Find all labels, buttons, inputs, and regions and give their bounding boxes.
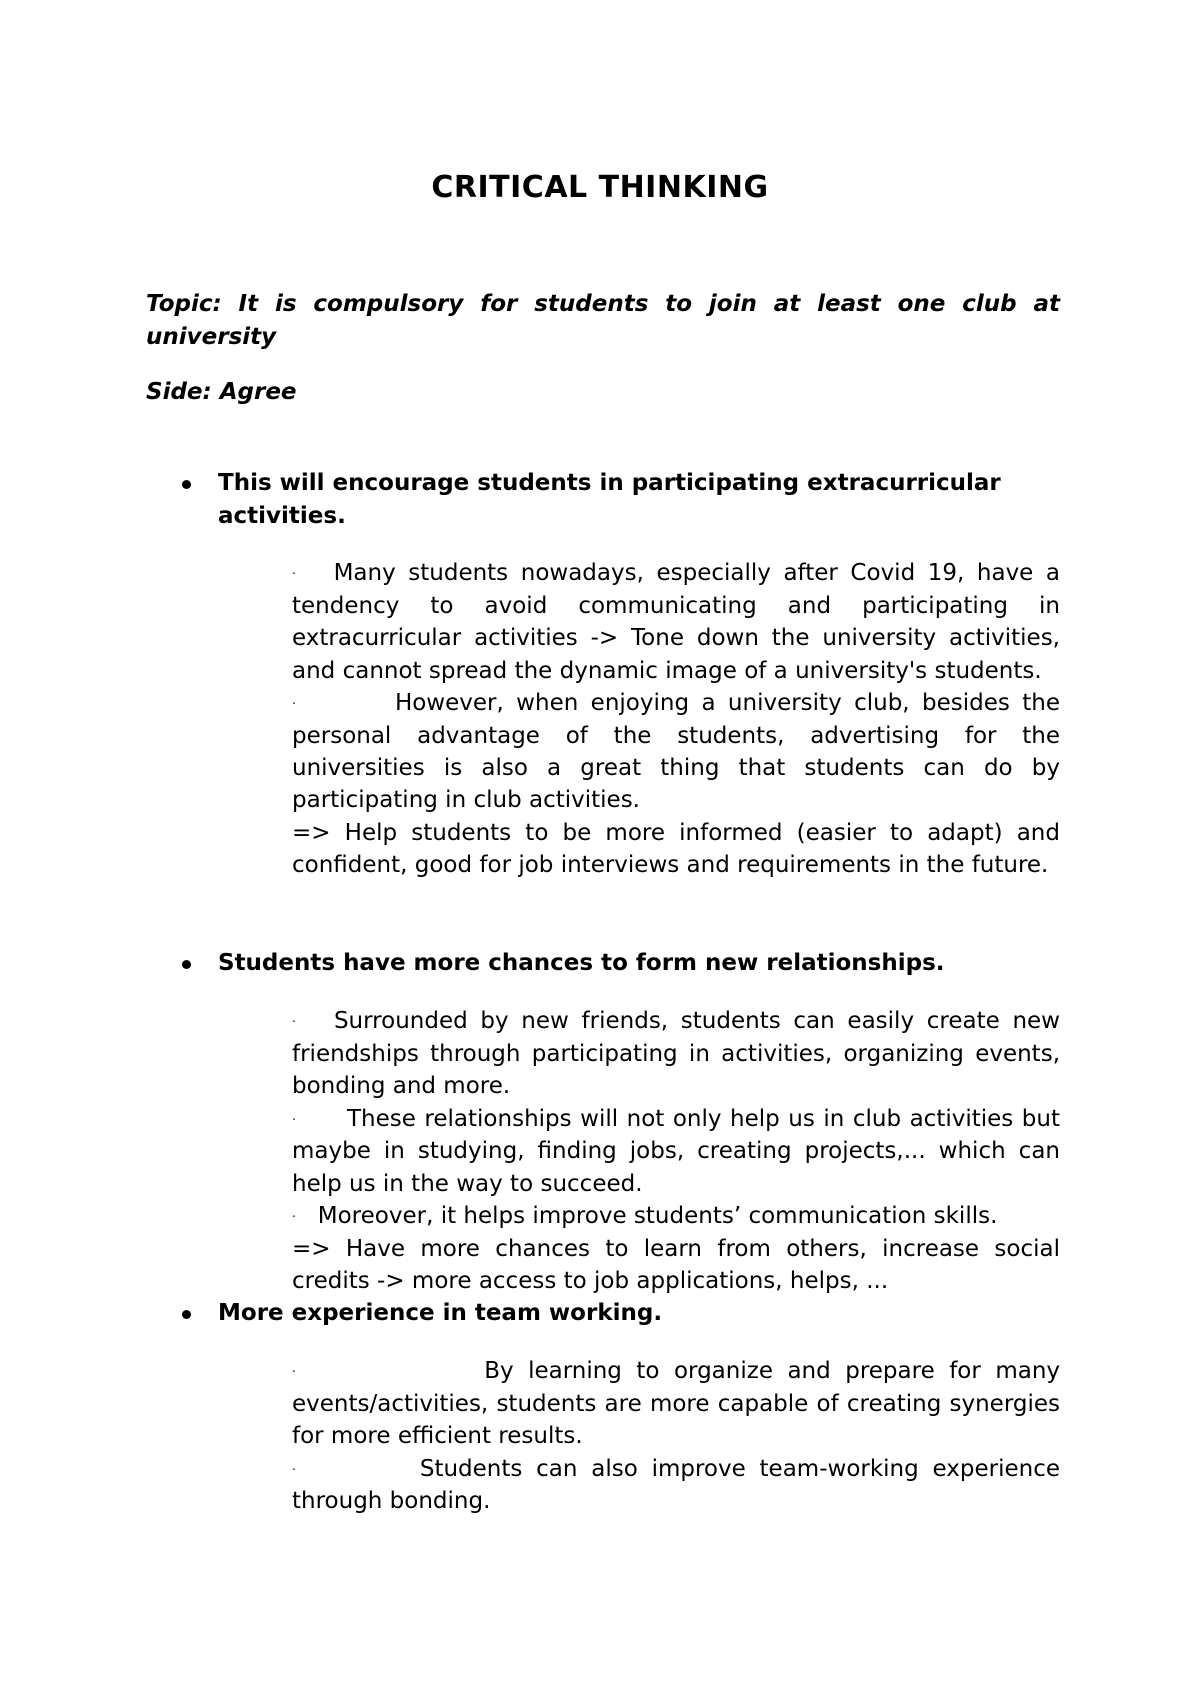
section-heading — [218, 1297, 1060, 1330]
section-heading-text: More experience in team working. — [218, 1300, 663, 1326]
section-heading — [218, 467, 1060, 533]
section-body — [292, 1005, 1060, 1298]
bullet-icon — [182, 480, 191, 489]
bullet-icon — [182, 1310, 191, 1319]
supporting-point: · Surrounded by new friends, students can easily create new friendships through participating in activities, organizing events, bonding and more. — [292, 1008, 1060, 1100]
section-heading-text: Students have more chances to form new relationships. — [218, 950, 945, 976]
section-body — [292, 557, 1060, 882]
supporting-point: · Moreover, it helps improve students’ communication skills. — [292, 1203, 998, 1230]
supporting-point: · By learning to organize and prepare for many events/activities, students are more capable of creating synergies for more efficient results. — [292, 1358, 1061, 1450]
section-body — [292, 1355, 1060, 1518]
bullet-icon — [182, 960, 191, 969]
section-heading-text: This will encourage students in participating extracurricular activities. — [218, 470, 1001, 529]
side-statement: Side: Agree — [146, 379, 297, 405]
conclusion-point: => Help students to be more informed (easier to adapt) and confident, good for job interviews and requirements in the future. — [292, 819, 1060, 879]
conclusion-point: => Have more chances to learn from others, increase social credits -> more access to job applications, helps, ... — [292, 1235, 1060, 1295]
supporting-point: · Many students nowadays, especially after Covid 19, have a tendency to avoid communicating and participating in extracurricular activities -> Tone down the university activities, and cannot spread the dynamic image of a university's students. — [292, 560, 1060, 684]
supporting-point: · However, when enjoying a university club, besides the personal advantage of the students, advertising for the universities is also a great thing that students can do by participating in club activities. — [292, 689, 1060, 814]
topic-statement: Topic: It is compulsory for students to join at least one club at university — [146, 291, 1060, 350]
section-heading — [218, 947, 1060, 980]
supporting-point: · These relationships will not only help us in club activities but maybe in studying, finding jobs, creating projects,... which can help us in the way to succeed. — [292, 1105, 1060, 1197]
document-title: CRITICAL THINKING — [431, 170, 769, 205]
supporting-point: · Students can also improve team-working experience through bonding. — [292, 1455, 1060, 1515]
